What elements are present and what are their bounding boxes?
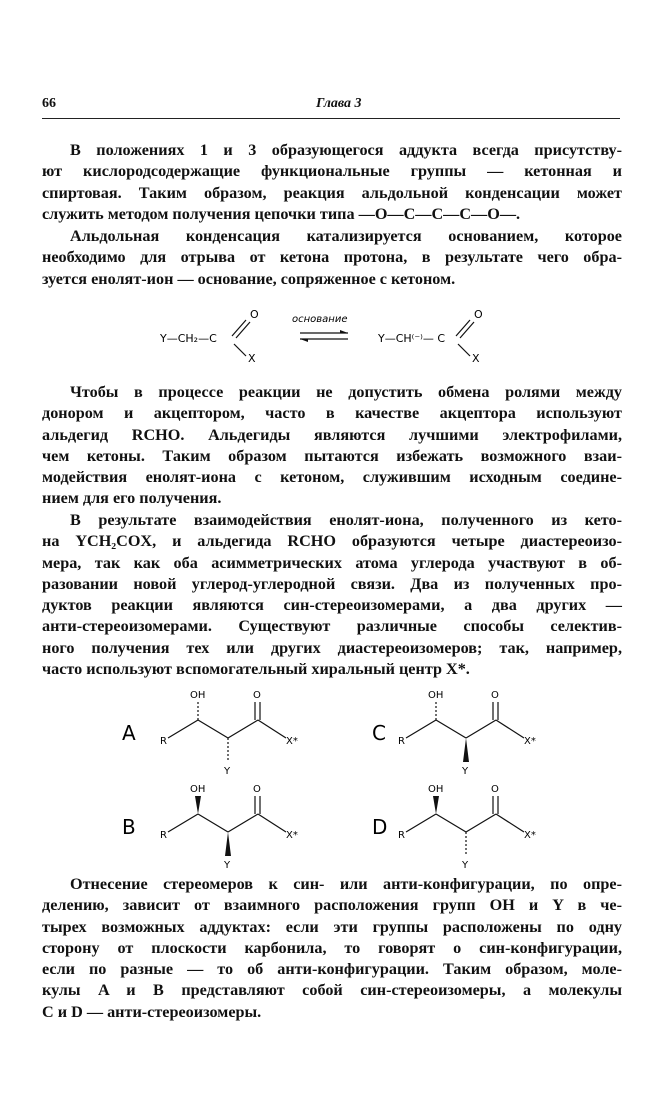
- molecule-label: A: [122, 721, 136, 745]
- paragraph-2: [42, 226, 622, 290]
- catalyst-label: основание: [292, 314, 348, 325]
- oh-group: OH: [428, 690, 444, 701]
- page-number: 66: [42, 96, 56, 111]
- text-line: часто используют вспомогательный хиральный центр X*.: [42, 660, 470, 679]
- text-line: необходимо для отрыва от кетона протона, в результате чего обра-: [42, 248, 622, 267]
- x-group: X*: [524, 830, 536, 841]
- text-line: дуктов реакции являются син-стереоизомерами, а два других —: [42, 596, 622, 615]
- o-atom: O: [253, 690, 261, 701]
- paragraph-1: [42, 140, 622, 225]
- text-line: спиртовая. Таким образом, реакция альдольной конденсации может: [42, 183, 622, 202]
- y-group: Y: [462, 766, 469, 777]
- reactant-formula: Y—CH₂—C: [160, 332, 217, 345]
- r-group: R: [398, 736, 405, 747]
- stereoisomer-structures: [110, 682, 570, 872]
- chapter-title: Глава 3: [316, 96, 362, 111]
- paragraph-5: [42, 874, 622, 1023]
- text-line: делению, зависит от взаимного расположения групп OH и Y в че-: [42, 896, 622, 915]
- r-group: R: [398, 830, 405, 841]
- x-group: X*: [286, 736, 298, 747]
- r-group: R: [160, 736, 167, 747]
- text-line: альдегид RCHO. Альдегиды являются лучшими электрофилами,: [42, 425, 622, 444]
- molecule-label: D: [372, 815, 388, 839]
- y-group: Y: [462, 860, 469, 871]
- paragraph-4: [42, 510, 622, 680]
- text-line: на YCH₂COX, и альдегида RCHO образуются четыре диастереоизо-: [42, 532, 622, 551]
- y-group: Y: [224, 860, 231, 871]
- molecule-a: [122, 690, 298, 777]
- text-line: служить методом получения цепочки типа —O—C—C—C—O—.: [42, 204, 521, 223]
- text-line: кулы A и B представляют собой син-стереоизомеры, а молекулы: [42, 981, 622, 1000]
- text-line: Чтобы в процессе реакции не допустить обмена ролями между: [70, 383, 622, 401]
- text-line: сторону от плоскости карбонила, то говорят о син-конфигурации,: [42, 938, 622, 957]
- o-atom: O: [253, 784, 261, 795]
- text-line: нием для его получения.: [42, 489, 222, 508]
- oh-group: OH: [190, 690, 206, 701]
- text-line: зуется енолят-ион — основание, сопряженное с кетоном.: [42, 269, 456, 288]
- text-line: C и D — анти-стереоизомеры.: [42, 1002, 262, 1021]
- text-line: чем кетоны. Таким образом пытаются избежать возможного взаи-: [42, 446, 622, 465]
- x-group: X*: [286, 830, 298, 841]
- reactant-o: O: [250, 308, 259, 321]
- molecule-c: [372, 690, 536, 777]
- text-line: модействия енолят-иона с кетоном, служившим исходным соедине-: [42, 468, 622, 487]
- text-line: разовании новой углерод-углеродной связи. Два из полученных про-: [42, 574, 622, 593]
- x-group: X*: [524, 736, 536, 747]
- paragraph-3: [42, 382, 622, 510]
- text-line: ют кислородсодержащие функциональные группы — кетонная и: [42, 162, 622, 181]
- text-line: Альдольная конденсация катализируется основанием, которое: [70, 227, 622, 245]
- text-line: В положениях 1 и 3 образующегося аддукта всегда присутству-: [70, 141, 622, 159]
- text-line: ного получения тех или других диастереоизомеров; так, например,: [42, 638, 622, 657]
- text-line: тырех возможных аддуктах: если эти группы расположены по одну: [42, 917, 622, 936]
- header-rule: [42, 118, 620, 119]
- text-line: Отнесение стереомеров к син- или анти-конфигурации, по опре-: [70, 875, 622, 893]
- reactant-x: X: [248, 352, 256, 365]
- enolate-reaction-scheme: [150, 300, 530, 370]
- molecule-b: [122, 784, 298, 871]
- text-line: В результате взаимодействия енолят-иона, полученного из кето-: [70, 511, 622, 529]
- text-line: анти-стереоизомерами. Существуют различные способы селектив-: [42, 617, 622, 636]
- o-atom: O: [491, 784, 499, 795]
- oh-group: OH: [428, 784, 444, 795]
- product-o: O: [474, 308, 483, 321]
- y-group: Y: [224, 766, 231, 777]
- product-formula: Y—CH⁽⁻⁾— C: [378, 332, 446, 345]
- molecule-d: [372, 784, 536, 871]
- molecule-label: C: [372, 721, 386, 745]
- text-line: мера, так как оба асимметрических атома углерода участвуют в об-: [42, 553, 622, 572]
- text-line: если по разные — то об анти-конфигурации. Таким образом, моле-: [42, 960, 622, 979]
- oh-group: OH: [190, 784, 206, 795]
- r-group: R: [160, 830, 167, 841]
- text-line: донором и акцептором, часто в качестве акцептора используют: [42, 404, 622, 423]
- product-x: X: [472, 352, 480, 365]
- o-atom: O: [491, 690, 499, 701]
- molecule-label: B: [122, 815, 136, 839]
